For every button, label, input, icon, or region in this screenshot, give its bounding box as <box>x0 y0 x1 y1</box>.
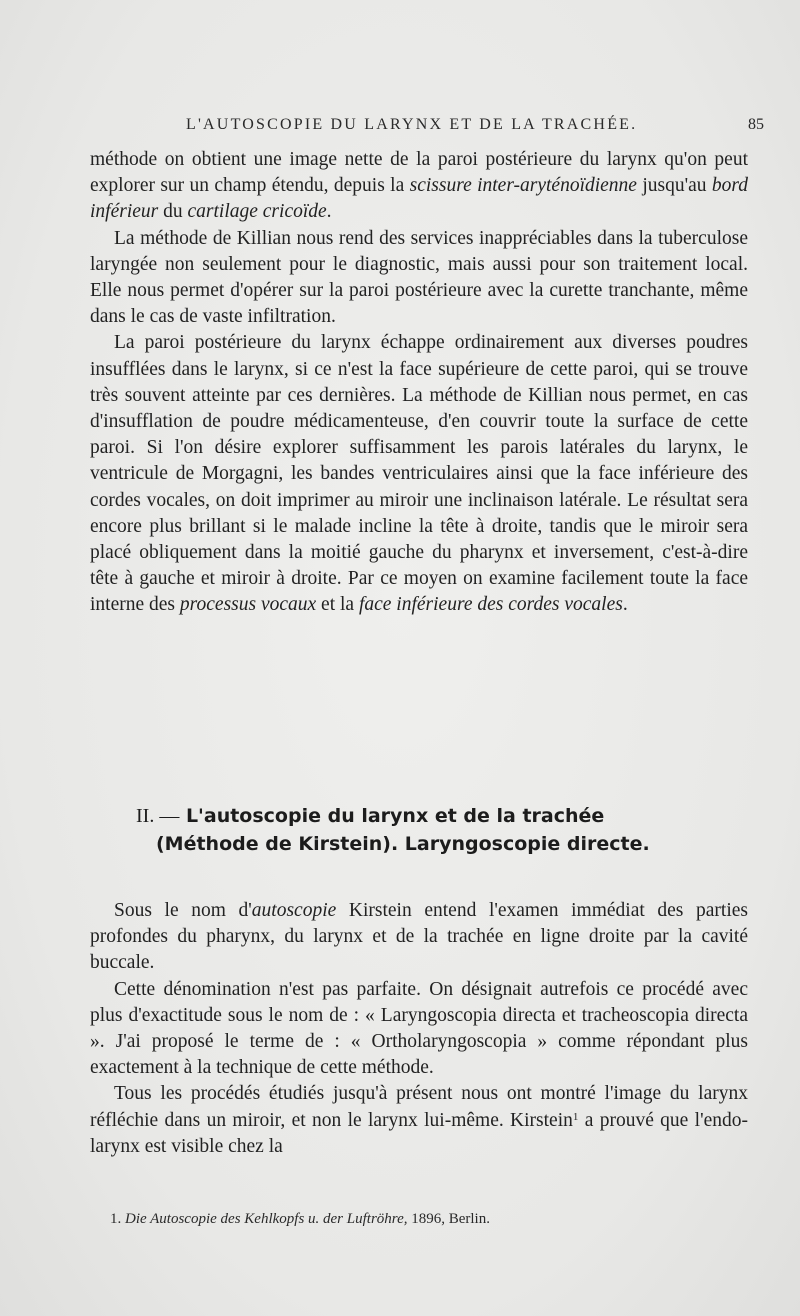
italic-text: bord inférieur <box>90 175 748 223</box>
text-run: . <box>622 594 628 616</box>
text-run: méthode on obtient une image nette de la paroi postérieure du larynx qu'on peut explorer sur un champ étendu, depuis la <box>90 149 748 197</box>
paragraph <box>90 147 748 226</box>
text-run: jusqu'au <box>636 175 712 197</box>
paragraph <box>90 226 748 331</box>
footnote <box>110 1211 730 1228</box>
paragraph <box>90 977 748 1082</box>
paragraph <box>90 1081 748 1160</box>
footnote-marker: 1. <box>110 1211 122 1227</box>
text-run: a prouvé que l'endo-larynx est visible chez la <box>90 1109 749 1157</box>
text-run: Cette dénomination n'est pas parfaite. On désignait autrefois ce procédé avec plus d'exactitude sous le nom de : « Laryngoscopia directa et tracheoscopia directa ». J'ai proposé le terme de : « Ortholaryngoscopia » comme répondant plus exactement à la technique de cette méthode. <box>90 978 748 1079</box>
body-text-top <box>90 147 748 619</box>
italic-text: cartilage cricoïde <box>187 201 327 223</box>
text-run: Kirstein entend l'examen immédiat des parties profondes du pharynx, du larynx et de la trachée en ligne droite par la cavité buccale. <box>90 900 748 974</box>
italic-text: processus vocaux <box>179 594 317 616</box>
footnote-title: Die Autoscopie des Kehlkopfs u. der Luftröhre, <box>125 1211 408 1227</box>
paragraph <box>90 898 748 977</box>
text-run: et la <box>316 594 359 616</box>
running-title: L'AUTOSCOPIE DU LARYNX ET DE LA TRACHÉE. <box>186 116 638 133</box>
section-heading <box>136 802 736 858</box>
text-run: . <box>326 201 332 223</box>
italic-text: autoscopie <box>251 900 337 921</box>
text-run: Sous le nom d' <box>114 900 252 921</box>
paragraph <box>90 330 748 618</box>
text-run: du <box>158 201 188 223</box>
text-run: La méthode de Killian nous rend des services inappréciables dans la tuberculose laryngée non seulement pour le diagnostic, mais aussi pour son traitement local. Elle nous permet d'opérer sur la paroi postérieure avec la curette tranchante, même dans le cas de vaste infiltration. <box>90 227 748 328</box>
italic-text: face inférieure des cordes vocales <box>358 594 623 616</box>
italic-text: scissure inter-aryténoïdienne <box>409 175 637 197</box>
text-run: Tous les procédés étudiés jusqu'à présent nous ont montré l'image du larynx réfléchie dans un miroir, et non le larynx lui-même. Kirstein <box>90 1083 748 1131</box>
footnote-ref: 1 <box>572 1110 579 1123</box>
footnote-rest: 1896, Berlin. <box>407 1211 490 1227</box>
section-title-line2: (Méthode de Kirstein). Laryngoscopie directe. <box>156 833 650 855</box>
body-text-bottom <box>90 898 748 1160</box>
text-run: La paroi postérieure du larynx échappe ordinairement aux diverses poudres insufflées dans le larynx, si ce n'est la face supérieure de cette paroi, qui se trouve très souvent atteinte par ces dernières. La méthode de Killian nous permet, en cas d'insufflation de poudre médicamenteuse, d'en couvrir toute la surface de cette paroi. Si l'on désire explorer suffisamment les parois latérales du larynx, le ventricule de Morgagni, les bandes ventriculaires ainsi que la face inférieure des cordes vocales, on doit imprimer au miroir une inclinaison latérale. Le résultat sera encore plus brillant si le malade incline la tête à droite, tandis que le miroir sera placé obliquement dans la moitié gauche du pharynx et inversement, c'est-à-dire tête à gauche et miroir à droite. Par ce moyen on examine facilement toute la face interne des <box>90 332 748 616</box>
page-number: 85 <box>748 116 764 133</box>
section-title-line1: L'autoscopie du larynx et de la trachée <box>185 805 605 827</box>
section-number: II. — <box>136 805 180 827</box>
